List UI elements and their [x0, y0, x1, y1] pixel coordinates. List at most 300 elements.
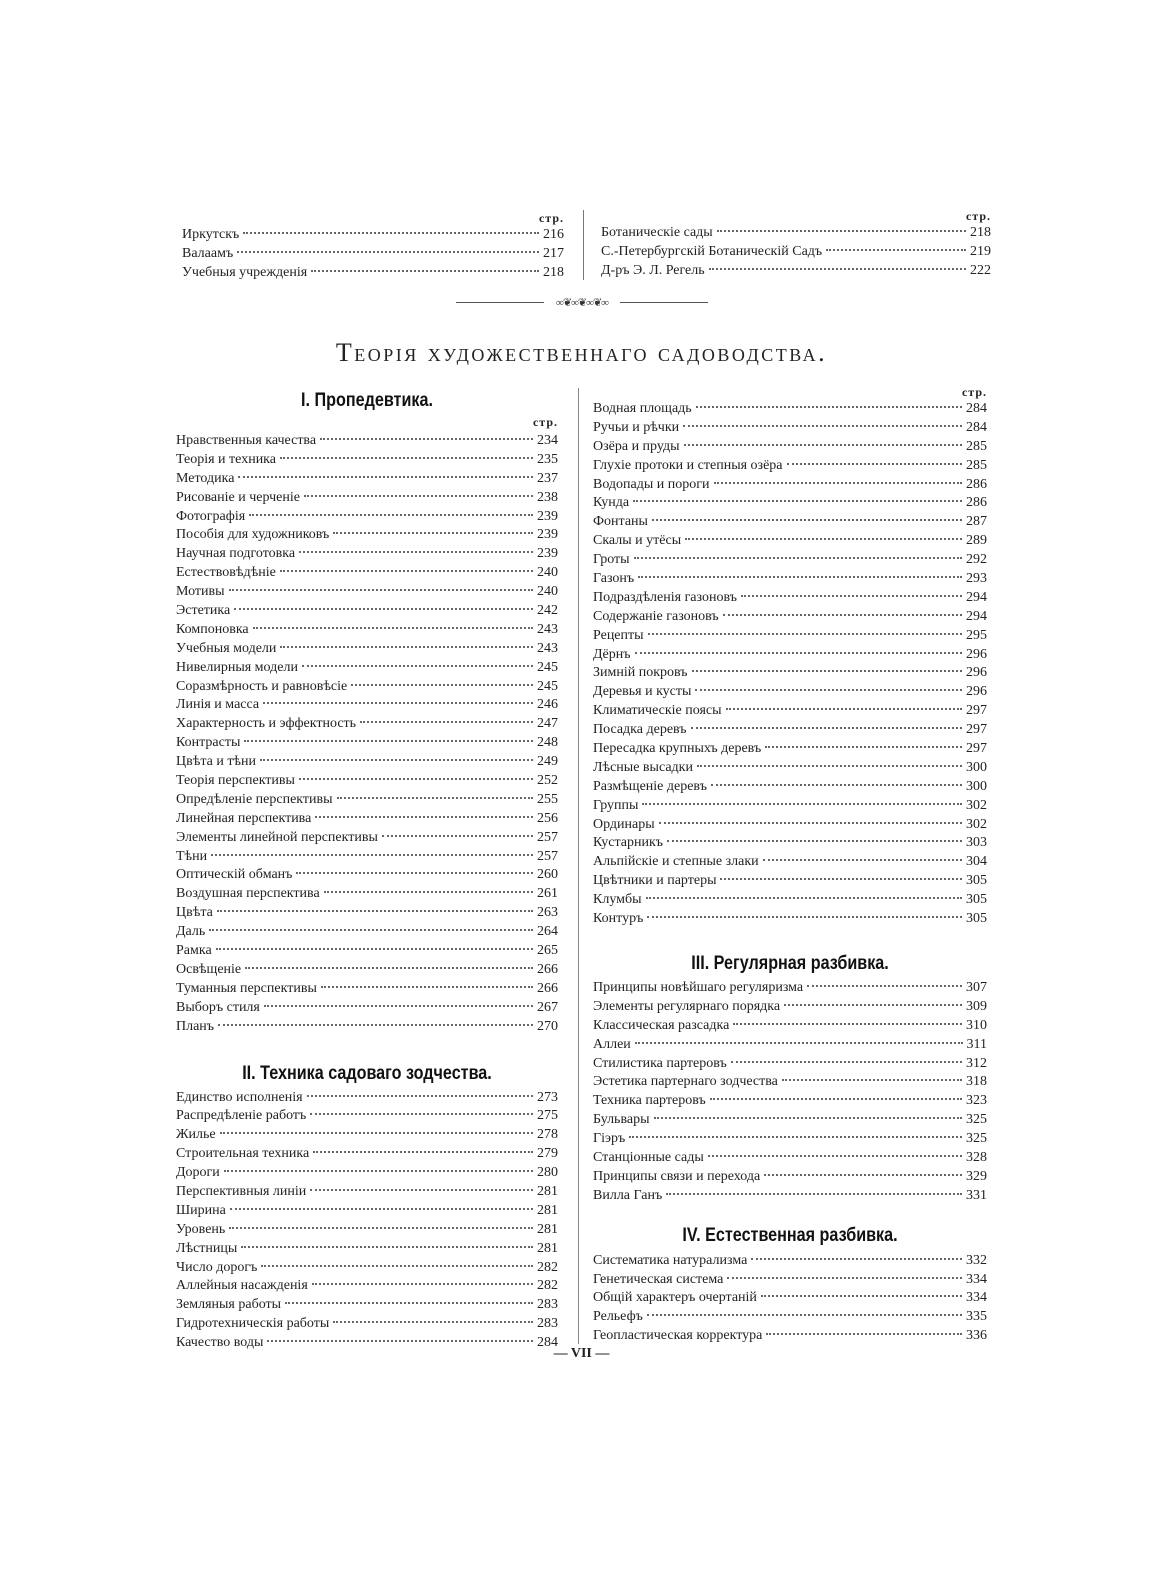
entry-page-number: 284 [966, 419, 987, 435]
entry-title: Нравственныя качества [176, 433, 317, 448]
entry-page-number: 240 [537, 584, 558, 600]
entry-title: Рамка [176, 943, 212, 959]
dot-leader [666, 1193, 962, 1195]
toc-entry [176, 715, 558, 734]
toc-entry [593, 551, 987, 570]
entry-page-number: 257 [537, 848, 558, 864]
entry-page-number: 285 [966, 457, 987, 473]
dot-leader [826, 249, 966, 251]
entry-title: Иркутскъ [182, 227, 240, 242]
toc-entry [593, 1308, 987, 1327]
toc-entry [176, 659, 558, 678]
dot-leader [646, 897, 962, 899]
entry-page-number: 334 [966, 1290, 987, 1306]
dot-leader [727, 1277, 962, 1279]
dot-leader [320, 438, 533, 440]
toc-entry [176, 885, 558, 904]
toc-entry [601, 224, 991, 243]
dot-leader [244, 740, 533, 742]
toc-entry [593, 834, 987, 853]
entry-title: Принципы новѣйшаго регуляризма [593, 979, 804, 995]
toc-entry [593, 1111, 987, 1130]
toc-top-left-column [182, 210, 564, 283]
entry-page-number: 243 [537, 640, 558, 656]
entry-page-number: 289 [966, 533, 987, 549]
entry-title: Группы [593, 797, 639, 813]
toc-entry [593, 1149, 987, 1168]
dot-leader [766, 1333, 962, 1335]
dot-leader [751, 1258, 962, 1260]
entry-page-number: 282 [537, 1259, 558, 1275]
dot-leader [218, 1024, 533, 1026]
toc-entry [176, 1018, 558, 1037]
toc-entry [182, 264, 564, 283]
dot-leader [733, 1023, 962, 1025]
toc-entry [593, 1252, 987, 1271]
entry-page-number: 300 [966, 759, 987, 775]
entry-title: Техника партеровъ [593, 1093, 706, 1109]
dot-leader [313, 1151, 533, 1153]
entry-page-number: 336 [966, 1328, 987, 1344]
entry-title: Ботаническіе сады [601, 225, 713, 240]
entry-page-number: 261 [537, 886, 558, 902]
entry-page-number: 305 [966, 892, 987, 908]
entry-title: Тѣни [176, 848, 208, 864]
entry-page-number: 311 [966, 1036, 987, 1052]
entry-title: Посадка деревъ [593, 722, 687, 738]
entry-page-number: 279 [537, 1146, 558, 1162]
toc-entry [593, 400, 987, 419]
toc-entry [176, 621, 558, 640]
toc-entry [593, 998, 987, 1017]
entry-page-number: 325 [966, 1112, 987, 1128]
entry-title: Водопады и пороги [593, 476, 710, 492]
entry-page-number: 305 [966, 873, 987, 889]
toc-list [593, 1252, 987, 1346]
entry-page-number: 318 [966, 1074, 987, 1090]
entry-page-number: 249 [537, 754, 558, 770]
dot-leader [635, 652, 963, 654]
dot-leader [634, 557, 962, 559]
dot-leader [229, 1227, 533, 1229]
entry-page-number: 282 [537, 1278, 558, 1294]
entry-title: Воздушная перспектива [176, 886, 320, 902]
entry-page-number: 286 [966, 476, 987, 492]
entry-title: Пересадка крупныхъ деревъ [593, 741, 762, 757]
toc-entry [176, 1126, 558, 1145]
dot-leader [280, 457, 533, 459]
entry-page-number: 283 [537, 1316, 558, 1332]
entry-page-number: 239 [537, 546, 558, 562]
entry-page-number: 325 [966, 1131, 987, 1147]
entry-page-number: 332 [966, 1252, 987, 1268]
toc-entry [176, 734, 558, 753]
toc-entry [176, 1240, 558, 1259]
entry-page-number: 302 [966, 797, 987, 813]
entry-title: Валаамъ [182, 245, 234, 261]
entry-title: Ручьи и рѣчки [593, 419, 680, 435]
entry-page-number: 238 [537, 489, 558, 505]
toc-entry [593, 457, 987, 476]
entry-page-number: 278 [537, 1127, 558, 1143]
toc-entry [182, 226, 564, 245]
dot-leader [683, 425, 962, 427]
entry-page-number: 307 [966, 979, 987, 995]
dot-leader [765, 746, 962, 748]
toc-entry [593, 1092, 987, 1111]
entry-page-number: 281 [537, 1240, 558, 1256]
toc-entry [601, 262, 991, 281]
entry-title: Генетическая система [593, 1271, 724, 1287]
dot-leader [647, 916, 962, 918]
entry-title: Эстетика [176, 603, 231, 619]
dot-leader [667, 840, 962, 842]
entry-title: Земляныя работы [176, 1297, 282, 1313]
entry-title: Пособія для художниковъ [176, 527, 330, 543]
toc-list [601, 224, 991, 281]
toc-entry [593, 438, 987, 457]
dot-leader [638, 576, 962, 578]
dot-leader [333, 1321, 533, 1323]
dot-leader [654, 1117, 963, 1119]
entry-page-number: 219 [970, 243, 991, 259]
toc-entry [593, 1289, 987, 1308]
toc-entry [176, 678, 558, 697]
entry-title: Альпійскіе и степные злаки [593, 854, 759, 870]
entry-title: Деревья и кусты [593, 684, 692, 700]
toc-entry [176, 866, 558, 885]
entry-page-number: 237 [537, 470, 558, 486]
entry-title: Водная площадь [593, 401, 692, 416]
toc-entry [593, 910, 987, 929]
entry-page-number: 287 [966, 514, 987, 530]
toc-entry [176, 696, 558, 715]
main-title: Теорія художественнаго садоводства. [335, 338, 828, 367]
entry-page-number: 331 [966, 1187, 987, 1203]
toc-entry [176, 432, 558, 451]
dot-leader [709, 268, 966, 270]
entry-title: Озёра и пруды [593, 438, 680, 454]
dot-leader [714, 482, 962, 484]
entry-title: Соразмѣрность и равновѣсіе [176, 678, 348, 694]
entry-title: Аллейныя насажденія [176, 1278, 308, 1294]
toc-entry [593, 532, 987, 551]
entry-title: Рисованіе и черченіе [176, 489, 300, 505]
dot-leader [315, 816, 533, 818]
toc-entry [176, 489, 558, 508]
dot-leader [337, 797, 533, 799]
dot-leader [224, 1170, 533, 1172]
toc-entry [176, 753, 558, 772]
entry-title: Подраздѣленія газоновъ [593, 589, 737, 605]
entry-title: Теорія и техника [176, 451, 276, 467]
toc-entry [176, 1296, 558, 1315]
dot-leader [230, 1208, 533, 1210]
toc-entry [176, 1183, 558, 1202]
toc-list [593, 400, 987, 929]
toc-entry [593, 1073, 987, 1092]
dot-leader [264, 1005, 533, 1007]
toc-entry [593, 1055, 987, 1074]
toc-entry [593, 608, 987, 627]
entry-page-number: 216 [543, 227, 564, 242]
entry-title: Рельефъ [593, 1309, 643, 1325]
dot-leader [280, 646, 533, 648]
toc-entry [176, 829, 558, 848]
entry-page-number: 296 [966, 665, 987, 681]
entry-title: Гроты [593, 552, 630, 568]
dot-leader [310, 1113, 533, 1115]
toc-entry [593, 513, 987, 532]
entry-title: Опредѣленіе перспективы [176, 791, 333, 807]
toc-entry [176, 1145, 558, 1164]
toc-entry [593, 664, 987, 683]
entry-page-number: 302 [966, 816, 987, 832]
entry-title: Рецепты [593, 627, 644, 643]
dot-leader [296, 872, 533, 874]
entry-title: Фонтаны [593, 514, 648, 530]
dot-leader [633, 500, 962, 502]
entry-page-number: 248 [537, 735, 558, 751]
entry-page-number: 281 [537, 1221, 558, 1237]
entry-title: Гидротехническія работы [176, 1316, 330, 1332]
toc-entry [176, 602, 558, 621]
entry-title: С.-Петербургскій Ботаническій Садъ [601, 243, 823, 259]
toc-entry [593, 740, 987, 759]
entry-title: Оптическій обманъ [176, 867, 293, 883]
toc-entry [176, 961, 558, 980]
dot-leader [234, 608, 533, 610]
entry-title: Эстетика партернаго зодчества [593, 1074, 778, 1090]
entry-page-number: 294 [966, 589, 987, 605]
entry-page-number: 284 [537, 1335, 558, 1351]
toc-entry [176, 508, 558, 527]
toc-entry [176, 1315, 558, 1334]
toc-entry [593, 872, 987, 891]
dot-leader [659, 822, 962, 824]
entry-page-number: 222 [970, 262, 991, 278]
toc-entry [593, 1187, 987, 1206]
entry-title: Кустарникъ [593, 835, 664, 851]
dot-leader [691, 727, 962, 729]
entry-title: Методика [176, 470, 235, 486]
entry-title: Фотографія [176, 508, 246, 524]
toc-left-column [176, 388, 558, 1353]
entry-page-number: 334 [966, 1271, 987, 1287]
toc-entry [601, 243, 991, 262]
ornament-line-right [620, 302, 708, 303]
toc-entry [593, 646, 987, 665]
column-divider [578, 388, 579, 1344]
toc-entry [176, 1202, 558, 1221]
toc-entry [176, 1089, 558, 1108]
entry-title: Элементы регулярнаго порядка [593, 998, 781, 1014]
dot-leader [299, 778, 533, 780]
toc-entry [176, 791, 558, 810]
toc-entry [593, 1036, 987, 1055]
entry-title: Содержаніе газоновъ [593, 608, 719, 624]
entry-page-number: 255 [537, 791, 558, 807]
entry-title: Кунда [593, 495, 630, 511]
entry-title: Станціонные сады [593, 1149, 704, 1165]
entry-page-number: 239 [537, 527, 558, 543]
ornament-icon: ∞❦∞❦∞❦∞ [555, 297, 609, 309]
dot-leader [238, 476, 533, 478]
entry-page-number: 263 [537, 905, 558, 921]
dot-leader [782, 1079, 962, 1081]
entry-page-number: 243 [537, 621, 558, 637]
dot-leader [253, 627, 533, 629]
entry-title: Жилье [176, 1127, 216, 1143]
entry-page-number: 294 [966, 608, 987, 624]
entry-page-number: 247 [537, 716, 558, 732]
toc-entry [593, 979, 987, 998]
toc-entry [593, 721, 987, 740]
entry-title: Гіэръ [593, 1131, 626, 1147]
dot-leader [209, 929, 533, 931]
dot-leader [243, 232, 539, 234]
toc-entry [176, 451, 558, 470]
dot-leader [220, 1132, 533, 1134]
dot-leader [652, 519, 962, 521]
entry-page-number: 256 [537, 810, 558, 826]
toc-entry [176, 904, 558, 923]
page-column-label: стр. [965, 209, 991, 223]
entry-page-number: 266 [537, 961, 558, 977]
dot-leader [684, 444, 962, 446]
entry-title: Зимній покровъ [593, 665, 688, 681]
dot-leader [763, 859, 962, 861]
dot-leader [708, 1155, 962, 1157]
dot-leader [807, 985, 962, 987]
entry-page-number: 297 [966, 703, 987, 719]
entry-page-number: 235 [537, 451, 558, 467]
entry-title: Перспективныя линіи [176, 1183, 307, 1199]
toc-list [593, 979, 987, 1206]
entry-title: Контрасты [176, 735, 241, 751]
entry-title: Ширина [176, 1202, 226, 1218]
entry-title: Дороги [176, 1165, 220, 1181]
dot-leader [267, 1340, 533, 1342]
toc-entry [593, 759, 987, 778]
entry-title: Глухіе протоки и степныя озёра [593, 457, 783, 473]
dot-leader [648, 633, 962, 635]
toc-entry [182, 245, 564, 264]
entry-title: Уровень [176, 1221, 226, 1237]
toc-entry [176, 526, 558, 545]
entry-page-number: 270 [537, 1018, 558, 1034]
entry-page-number: 285 [966, 438, 987, 454]
entry-title: Распредѣленіе работъ [176, 1108, 307, 1124]
entry-page-number: 267 [537, 999, 558, 1015]
dot-leader [784, 1004, 962, 1006]
entry-page-number: 328 [966, 1149, 987, 1165]
entry-page-number: 281 [537, 1202, 558, 1218]
entry-title: Число дорогъ [176, 1259, 258, 1275]
toc-entry [593, 1271, 987, 1290]
entry-page-number: 240 [537, 565, 558, 581]
entry-title: Лѣстницы [176, 1240, 238, 1256]
entry-title: Дёрнъ [593, 646, 631, 662]
entry-title: Стилистика партеровъ [593, 1055, 727, 1071]
dot-leader [299, 551, 533, 553]
dot-leader [629, 1136, 962, 1138]
entry-title: Естествовѣдѣніе [176, 565, 276, 581]
entry-title: Учебныя модели [176, 640, 277, 656]
entry-page-number: 245 [537, 678, 558, 694]
section-title: I. Пропедевтика. [301, 390, 433, 411]
dot-leader [241, 1246, 533, 1248]
entry-page-number: 281 [537, 1183, 558, 1199]
dot-leader [321, 986, 533, 988]
entry-page-number: 245 [537, 659, 558, 675]
dot-leader [217, 910, 533, 912]
dot-leader [635, 1042, 963, 1044]
entry-title: Аллеи [593, 1036, 631, 1052]
entry-title: Д-ръ Э. Л. Регель [601, 262, 705, 278]
dot-leader [310, 1189, 533, 1191]
dot-leader [787, 463, 963, 465]
page-column-label: стр. [538, 211, 564, 225]
entry-page-number: 257 [537, 829, 558, 845]
entry-title: Единство исполненія [176, 1089, 303, 1105]
entry-page-number: 218 [543, 264, 564, 280]
entry-page-number: 297 [966, 722, 987, 738]
dot-leader [710, 1098, 962, 1100]
dot-leader [720, 878, 962, 880]
toc-entry [593, 494, 987, 513]
dot-leader [249, 514, 533, 516]
dot-leader [311, 270, 539, 272]
toc-entry [176, 810, 558, 829]
entry-page-number: 242 [537, 603, 558, 619]
entry-page-number: 283 [537, 1297, 558, 1313]
entry-page-number: 265 [537, 943, 558, 959]
toc-entry [176, 470, 558, 489]
dot-leader [237, 251, 539, 253]
entry-page-number: 305 [966, 911, 987, 927]
toc-entry [176, 999, 558, 1018]
toc-list [176, 1089, 558, 1353]
dot-leader [229, 589, 533, 591]
toc-entry [593, 853, 987, 872]
entry-title: Газонъ [593, 571, 635, 587]
toc-entry [593, 778, 987, 797]
ornament-line-left [456, 302, 544, 303]
entry-title: Учебныя учрежденія [182, 264, 308, 280]
dot-leader [741, 595, 962, 597]
entry-title: Ординары [593, 816, 655, 832]
entry-title: Размѣщеніе деревъ [593, 778, 707, 794]
entry-title: Линія и масса [176, 697, 260, 713]
entry-title: Характерность и эффектность [176, 716, 357, 732]
toc-entry [593, 702, 987, 721]
entry-title: Компоновка [176, 621, 249, 637]
entry-title: Систематика натурализма [593, 1252, 748, 1268]
entry-page-number: 286 [966, 495, 987, 511]
dot-leader [280, 570, 533, 572]
entry-title: Цвѣта [176, 905, 213, 921]
entry-title: Цвѣтники и партеры [593, 873, 717, 889]
toc-entry [176, 1277, 558, 1296]
entry-page-number: 297 [966, 741, 987, 757]
page-column-label: стр. [961, 385, 987, 399]
dot-leader [685, 538, 962, 540]
entry-title: Даль [176, 924, 206, 940]
dot-leader [696, 406, 962, 408]
entry-page-number: 246 [537, 697, 558, 713]
toc-entry [593, 627, 987, 646]
